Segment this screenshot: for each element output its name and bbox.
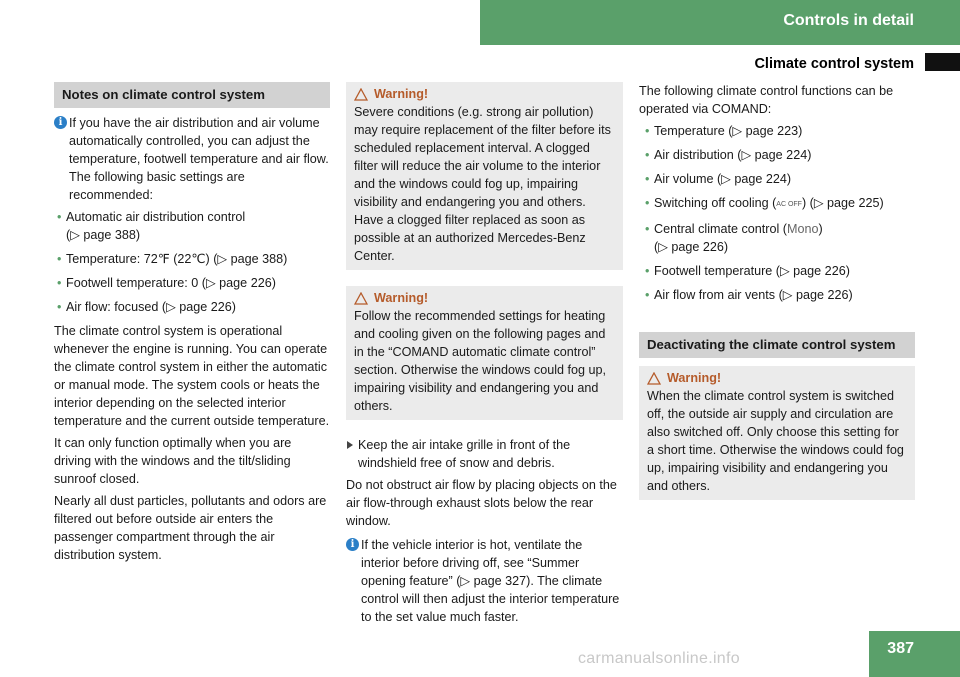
list-item: • Automatic air distribution control (▷ page 388) (54, 208, 330, 244)
column-2 (346, 82, 623, 630)
paragraph: It can only function optimally when you are driving with the windows and the tilt/sliding sunroof closed. (54, 436, 292, 486)
warning-text: When the climate control system is switched off, the outside air supply and circulation are also switched off. Only choose this setting for a short time. Otherwise the windows could fog up, impairing visibility and endangering you and others. (647, 389, 904, 493)
section-heading: Deactivating the climate control system (639, 332, 915, 358)
list-item: • Temperature (▷ page 223) (642, 122, 915, 140)
comand-functions-list (639, 122, 915, 304)
list-item: • Air flow: focused (▷ page 226) (54, 298, 330, 316)
info-text: If the vehicle interior is hot, ventilate the interior before driving off, see “Summer opening feature” (▷ page 327). The climate control will then adjust the interior temperature to the set value much faster. (361, 538, 620, 624)
warning-box (346, 286, 623, 420)
page-number: 387 (887, 640, 914, 657)
section-title: Controls in detail (783, 12, 914, 29)
subsection-title: Climate control system (754, 56, 914, 72)
warning-text: Follow the recommended settings for heating and cooling given on the following pages and in the “COMAND automatic climate control” section. Otherwise the windows could fog up, impairing visibility and endangering you and others. (354, 309, 607, 413)
warning-triangle-icon (354, 88, 368, 101)
watermark: carmanualsonline.info (578, 650, 740, 667)
column-1 (54, 82, 330, 568)
info-note (54, 114, 330, 204)
paragraph: Nearly all dust particles, pollutants and odors are filtered out before outside air enters the passenger compartment through the air distribution system. (54, 494, 327, 562)
info-icon: i (54, 116, 67, 129)
ac-off-symbol: AC OFF (776, 201, 802, 208)
warning-title: Warning! (374, 87, 429, 101)
list-item: • Central climate control (Mono) (▷ page 226) (642, 220, 915, 256)
warning-triangle-icon (647, 372, 661, 385)
warning-text: Severe conditions (e.g. strong air pollution) may require replacement of the filter before its scheduled replacement interval. A clogged filter will reduce the air volume to the interior and the windows could fog up, impairing visibility and endangering you and others. Have a clogged filter replaced as soon as possible at an authorized Mercedes-Benz Center. (354, 105, 611, 263)
warning-box (639, 366, 915, 500)
list-item: • Air volume (▷ page 224) (642, 170, 915, 188)
header-marker (925, 53, 960, 71)
list-item: • Temperature: 72℉ (22℃) (▷ page 388) (54, 250, 330, 268)
info-icon: i (346, 538, 359, 551)
mono-symbol: Mono (786, 222, 819, 236)
column-3 (639, 82, 915, 516)
info-text: If you have the air distribution and air volume automatically controlled, you can adjust the temperature, footwell temperature and air flow. The following basic settings are recommended: (69, 116, 329, 202)
paragraph: Do not obstruct air flow by placing objects on the air flow-through exhaust slots below the rear window. (346, 478, 617, 528)
warning-title: Warning! (667, 371, 722, 385)
warning-triangle-icon (354, 292, 368, 305)
paragraph: The climate control system is operational whenever the engine is running. You can operate the climate control system in either the automatic or manual mode. The system cools or heats the interior depending on the selected interior temperature and the current outside temperature. (54, 324, 330, 428)
list-item: • Footwell temperature: 0 (▷ page 226) (54, 274, 330, 292)
list-item: • Air distribution (▷ page 224) (642, 146, 915, 164)
recommended-settings-list (54, 208, 330, 316)
warning-title: Warning! (374, 291, 429, 305)
section-heading: Notes on climate control system (54, 82, 330, 108)
list-item: • Footwell temperature (▷ page 226) (642, 262, 915, 280)
paragraph: The following climate control functions can be operated via COMAND: (639, 84, 894, 116)
warning-box (346, 82, 623, 270)
page-number-tab (869, 631, 960, 677)
list-item: • Switching off cooling (AC OFF) (▷ page 225) (642, 194, 915, 214)
info-note (346, 536, 623, 626)
list-item: • Air flow from air vents (▷ page 226) (642, 286, 915, 304)
instruction-step: Keep the air intake grille in front of the windshield free of snow and debris. (346, 436, 623, 472)
